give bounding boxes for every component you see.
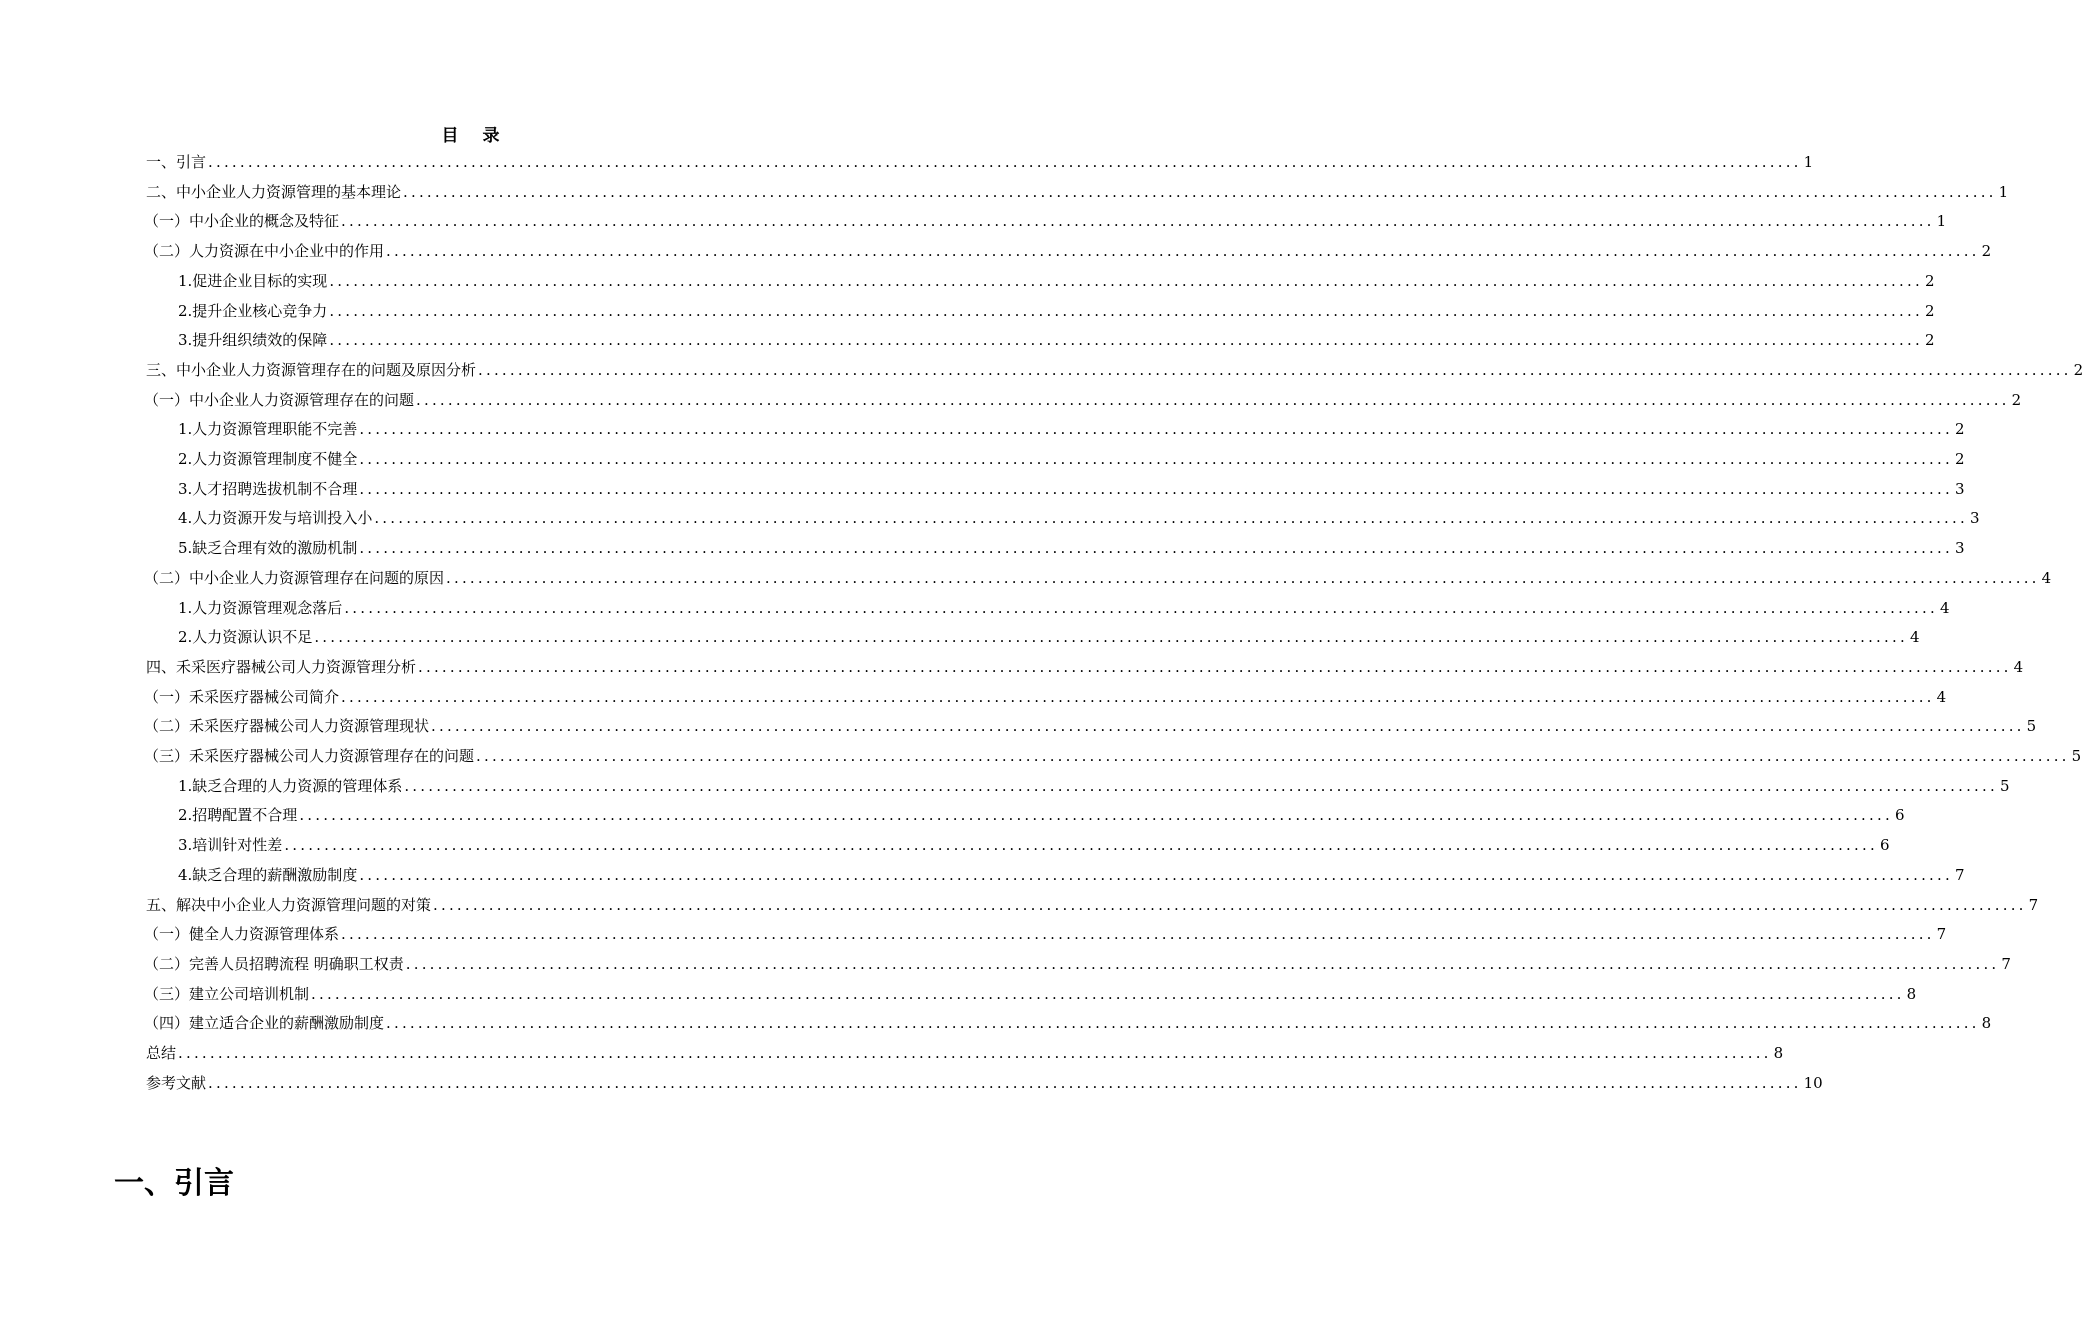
toc-entry[interactable] — [144, 742, 2082, 770]
toc-entry[interactable] — [144, 237, 1992, 265]
toc-entry-page: 4 — [1939, 598, 1950, 617]
toc-entry[interactable] — [178, 475, 1965, 503]
toc-entry-page: 2 — [1924, 271, 1935, 290]
toc-entry-title: 4.人力资源开发与培训投入小 — [178, 509, 373, 528]
toc-dot-leader: ........................................................................................................................................................................................................ — [329, 271, 1923, 290]
section-heading: 一、引言 — [114, 1166, 234, 1201]
toc-entry-page: 8 — [1773, 1044, 1784, 1062]
toc-dot-leader: ........................................................................................................................................................................................................ — [478, 360, 2072, 379]
toc-entry-title: （二）人力资源在中小企业中的作用 — [144, 242, 385, 261]
toc-entry[interactable] — [178, 623, 1920, 651]
toc-entry-page: 4 — [1909, 628, 1920, 647]
toc-entry-title: （二）完善人员招聘流程 明确职工权责 — [144, 954, 404, 973]
toc-dot-leader: ........................................................................................................................................................................................................ — [359, 539, 1953, 558]
toc-entry-title: 1.人力资源管理观念落后 — [178, 598, 343, 617]
toc-entry-title: 参考文献 — [146, 1073, 207, 1092]
toc-entry[interactable] — [178, 534, 1965, 562]
toc-entry-page: 7 — [2001, 954, 2011, 973]
toc-entry[interactable] — [178, 445, 1965, 473]
toc-entry-title: 2.人力资源管理制度不健全 — [178, 450, 358, 468]
toc-dot-leader: ........................................................................................................................................................................................................ — [404, 776, 1998, 795]
toc-dot-leader: ........................................................................................................................................................................................................ — [341, 925, 1935, 944]
toc-dot-leader: ........................................................................................................................................................................................................ — [405, 954, 2000, 973]
toc-entry-page: 2 — [1954, 450, 1965, 468]
toc-entry-page: 8 — [1981, 1014, 1992, 1033]
toc-dot-leader: ........................................................................................................................................................................................................ — [359, 450, 1953, 468]
toc-entry-title: （一）健全人力资源管理体系 — [144, 925, 340, 944]
toc-entry[interactable] — [178, 297, 1935, 325]
toc-entry-page: 6 — [1894, 806, 1905, 825]
toc-dot-leader: ........................................................................................................................................................................................................ — [359, 420, 1953, 439]
toc-dot-leader: ........................................................................................................................................................................................................ — [416, 390, 2010, 409]
toc-entry-page: 10 — [1803, 1073, 1823, 1092]
toc-dot-leader: ........................................................................................................................................................................................................ — [299, 806, 1893, 825]
toc-entry-page: 5 — [2026, 717, 2037, 736]
toc-entry-page: 7 — [1936, 925, 1947, 944]
toc-entry-page: 7 — [2028, 895, 2039, 914]
toc-entry-title: 3.提升组织绩效的保障 — [178, 331, 328, 350]
toc-entry[interactable] — [178, 326, 1935, 354]
toc-dot-leader: ........................................................................................................................................................................................................ — [359, 865, 1953, 884]
toc-entry[interactable] — [178, 415, 1965, 443]
toc-entry[interactable] — [178, 772, 2010, 800]
toc-entry-page: 4 — [2041, 568, 2052, 587]
toc-entry-page: 3 — [1969, 509, 1980, 528]
toc-entry[interactable] — [178, 504, 1980, 532]
toc-entry-title: 2.提升企业核心竞争力 — [178, 301, 328, 320]
toc-entry-title: 2.人力资源认识不足 — [178, 628, 313, 647]
toc-entry[interactable] — [144, 1009, 1992, 1037]
toc-entry-page: 4 — [1936, 687, 1947, 706]
toc-entry[interactable] — [178, 861, 1965, 889]
toc-entry[interactable] — [178, 831, 1890, 859]
toc-entry[interactable] — [144, 386, 2022, 414]
toc-entry-page: 2 — [2073, 360, 2083, 379]
toc-dot-leader: ........................................................................................................................................................................................................ — [341, 687, 1935, 706]
toc-entry-title: 五、解决中小企业人力资源管理问题的对策 — [146, 895, 432, 914]
toc-entry-title: 1.人力资源管理职能不完善 — [178, 420, 358, 439]
toc-entry-title: 1.促进企业目标的实现 — [178, 271, 328, 290]
toc-entry-page: 5 — [1999, 776, 2010, 795]
toc-entry[interactable] — [178, 801, 1905, 829]
toc-entry[interactable] — [144, 950, 2011, 978]
toc-entry[interactable] — [146, 1069, 1823, 1097]
toc-entry-title: （一）中小企业人力资源管理存在的问题 — [144, 390, 415, 409]
toc-entry-page: 7 — [1954, 865, 1965, 884]
toc-entry-title: （三）禾采医疗器械公司人力资源管理存在的问题 — [144, 747, 475, 765]
toc-entry[interactable] — [146, 148, 1814, 176]
toc-entry-title: 2.招聘配置不合理 — [178, 806, 298, 825]
toc-entry-page: 1 — [1803, 153, 1814, 171]
toc-entry-title: 三、中小企业人力资源管理存在的问题及原因分析 — [146, 360, 477, 379]
toc-dot-leader: ........................................................................................................................................................................................................ — [329, 331, 1923, 350]
toc-entry-title: （一）禾采医疗器械公司简介 — [144, 687, 340, 706]
toc-entry-page: 5 — [2071, 747, 2082, 765]
toc-dot-leader: ........................................................................................................................................................................................................ — [386, 1014, 1980, 1033]
toc-entry-title: 5.缺乏合理有效的激励机制 — [178, 539, 358, 558]
toc-entry[interactable] — [146, 653, 2024, 681]
toc-dot-leader: ........................................................................................................................................................................................................ — [374, 509, 1968, 528]
toc-entry-page: 6 — [1879, 836, 1890, 855]
toc-dot-leader: ........................................................................................................................................................................................................ — [433, 895, 2027, 914]
toc-entry[interactable] — [146, 1039, 1784, 1067]
toc-entry[interactable] — [146, 178, 2009, 206]
toc-entry-title: 总结 — [146, 1044, 177, 1062]
toc-entry-page: 1 — [1998, 182, 2009, 201]
toc-dot-leader: ........................................................................................................................................................................................................ — [431, 717, 2025, 736]
toc-entry-title: 一、引言 — [146, 153, 207, 171]
toc-entry-title: （四）建立适合企业的薪酬激励制度 — [144, 1014, 385, 1033]
toc-entry-title: 1.缺乏合理的人力资源的管理体系 — [178, 776, 403, 795]
toc-dot-leader: ........................................................................................................................................................................................................ — [344, 598, 1938, 617]
toc-entry-title: 二、中小企业人力资源管理的基本理论 — [146, 182, 402, 201]
toc-dot-leader: ........................................................................................................................................................................................................ — [329, 301, 1923, 320]
toc-dot-leader: ........................................................................................................................................................................................................ — [178, 1044, 1772, 1062]
toc-entry-page: 2 — [1954, 420, 1965, 439]
toc-entry-page: 2 — [1981, 242, 1992, 261]
toc-entry-page: 4 — [2013, 657, 2024, 676]
toc-entry-title: （二）中小企业人力资源管理存在问题的原因 — [144, 568, 445, 587]
toc-dot-leader: ........................................................................................................................................................................................................ — [386, 242, 1980, 261]
toc-entry[interactable] — [146, 356, 2083, 384]
toc-entry-page: 2 — [2011, 390, 2022, 409]
toc-entry-title: 4.缺乏合理的薪酬激励制度 — [178, 865, 358, 884]
toc-dot-leader: ........................................................................................................................................................................................................ — [311, 984, 1905, 1003]
toc-entry-page: 2 — [1924, 331, 1935, 350]
toc-entry-page: 3 — [1954, 539, 1965, 558]
toc-dot-leader: ........................................................................................................................................................................................................ — [208, 1073, 1802, 1092]
toc-entry[interactable] — [144, 712, 2037, 740]
toc-dot-leader: ........................................................................................................................................................................................................ — [403, 182, 1997, 201]
toc-dot-leader: ........................................................................................................................................................................................................ — [341, 212, 1935, 231]
toc-title: 目 录 — [441, 126, 509, 146]
toc-entry-page: 8 — [1906, 984, 1917, 1003]
toc-entry-title: 3.培训针对性差 — [178, 836, 283, 855]
toc-entry[interactable] — [146, 891, 2039, 919]
toc-dot-leader: ........................................................................................................................................................................................................ — [476, 747, 2070, 765]
toc-dot-leader: ........................................................................................................................................................................................................ — [418, 657, 2012, 676]
toc-entry-title: 四、禾采医疗器械公司人力资源管理分析 — [146, 657, 417, 676]
toc-dot-leader: ........................................................................................................................................................................................................ — [446, 568, 2040, 587]
toc-entry-page: 1 — [1936, 212, 1947, 231]
toc-dot-leader: ........................................................................................................................................................................................................ — [359, 479, 1953, 498]
toc-entry[interactable] — [144, 920, 1947, 948]
toc-entry-page: 3 — [1954, 479, 1965, 498]
toc-entry[interactable] — [144, 980, 1917, 1008]
toc-entry-title: 3.人才招聘选拔机制不合理 — [178, 479, 358, 498]
toc-entry-title: （三）建立公司培训机制 — [144, 984, 310, 1003]
toc-entry[interactable] — [178, 267, 1935, 295]
toc-entry-page: 2 — [1924, 301, 1935, 320]
toc-dot-leader: ........................................................................................................................................................................................................ — [314, 628, 1908, 647]
toc-entry-title: （一）中小企业的概念及特征 — [144, 212, 340, 231]
toc-entry[interactable] — [144, 564, 2052, 592]
toc-dot-leader: ........................................................................................................................................................................................................ — [208, 153, 1802, 171]
toc-entry[interactable] — [178, 594, 1950, 622]
toc-dot-leader: ........................................................................................................................................................................................................ — [284, 836, 1878, 855]
toc-entry-title: （二）禾采医疗器械公司人力资源管理现状 — [144, 717, 430, 736]
toc-entry[interactable] — [144, 683, 1947, 711]
toc-entry[interactable] — [144, 207, 1947, 235]
